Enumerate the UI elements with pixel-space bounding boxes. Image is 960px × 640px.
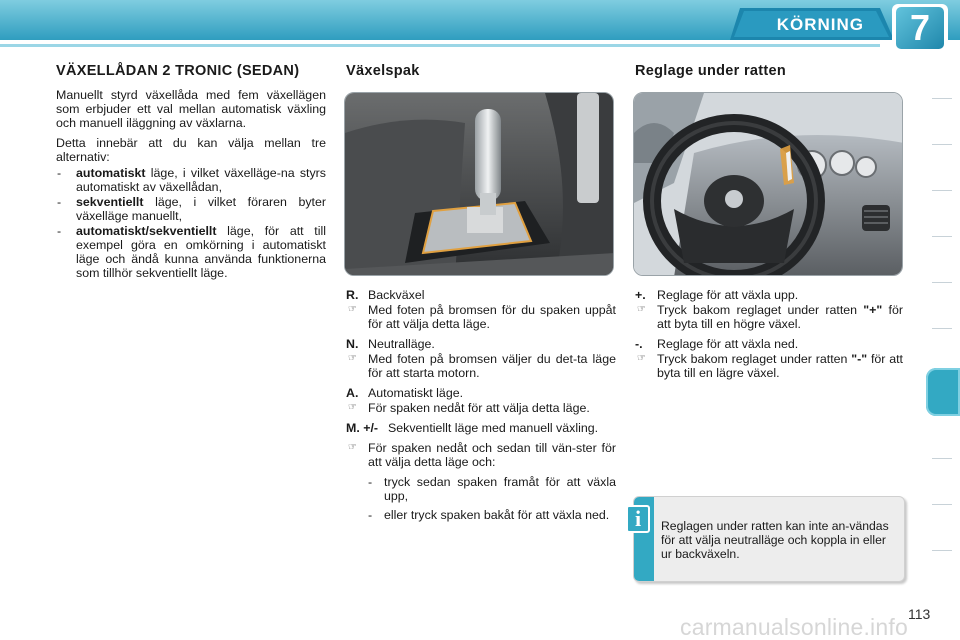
mode-name: sekventiellt bbox=[76, 195, 144, 209]
legend-key: R. bbox=[346, 288, 359, 302]
dash-mark: - bbox=[57, 166, 62, 180]
dash-mark: - bbox=[57, 195, 62, 209]
info-icon: i bbox=[626, 505, 650, 533]
steering-wheel-photo bbox=[633, 92, 903, 276]
legend-hint-minus bbox=[633, 352, 903, 380]
watermark: carmanualsonline.info bbox=[680, 614, 908, 640]
legend-text: Automatiskt läge. bbox=[368, 386, 464, 400]
intro-paragraph-2: Detta innebär att du kan välja mellan tre alternativ: bbox=[56, 136, 326, 164]
info-note-text: Reglagen under ratten kan inte an-vändas för att välja neutralläge och koppla in eller ur backväxeln. bbox=[661, 519, 889, 561]
mode-description bbox=[76, 195, 326, 223]
legend-row-r bbox=[344, 288, 616, 302]
sub-step-text: tryck sedan spaken framåt för att växla upp, bbox=[384, 475, 616, 503]
section-title-gear-lever: Växelspak bbox=[346, 63, 420, 79]
legend-hint-n bbox=[344, 352, 616, 380]
hand-pointer-icon: ☞ bbox=[637, 304, 646, 315]
tab-divider bbox=[932, 236, 952, 237]
dash-mark: - bbox=[368, 475, 373, 489]
legend-text: Backväxel bbox=[368, 288, 425, 302]
tab-active-chapter[interactable] bbox=[926, 368, 960, 416]
steering-controls-legend bbox=[633, 288, 903, 380]
legend-row-minus bbox=[633, 337, 903, 351]
sub-step-text: eller tryck spaken bakåt för att växla ned. bbox=[384, 508, 610, 522]
legend-key: A. bbox=[346, 386, 359, 400]
legend-hint-text: För spaken nedåt och sedan till vän-ster för att välja detta läge och: bbox=[368, 441, 616, 469]
tab-divider bbox=[932, 282, 952, 283]
legend-key: M. +/- bbox=[346, 421, 379, 435]
legend-hint-r bbox=[344, 303, 616, 331]
legend-hint-text bbox=[657, 303, 903, 331]
hand-pointer-icon: ☞ bbox=[348, 304, 357, 315]
legend-hint-text: Med foten på bromsen för du spaken uppåt för att välja detta läge. bbox=[368, 303, 616, 331]
gear-lever-illustration bbox=[345, 93, 614, 276]
legend-hint-text bbox=[657, 352, 903, 380]
legend-row-m bbox=[344, 421, 616, 435]
legend-text: Reglage för att växla upp. bbox=[657, 288, 799, 302]
chapter-title: KÖRNING bbox=[776, 15, 864, 34]
tab-divider bbox=[932, 190, 952, 191]
column-steering-controls bbox=[633, 62, 903, 381]
legend-hint-text: Med foten på bromsen väljer du det-ta läge för att starta motorn. bbox=[368, 352, 616, 380]
legend-hint-text: För spaken nedåt för att välja detta läge. bbox=[368, 401, 590, 415]
hand-pointer-icon: ☞ bbox=[637, 353, 646, 364]
tab-divider bbox=[932, 98, 952, 99]
legend-hint-a bbox=[344, 401, 616, 415]
legend-hint-m bbox=[344, 441, 616, 469]
legend-key: +. bbox=[635, 288, 646, 302]
mode-description bbox=[76, 166, 326, 194]
info-note-box bbox=[633, 496, 905, 582]
legend-row-a bbox=[344, 386, 616, 400]
legend-text: Neutralläge. bbox=[368, 337, 435, 351]
hint-control-label: "-" bbox=[851, 352, 868, 366]
hand-pointer-icon: ☞ bbox=[348, 402, 357, 413]
section-title-steering-controls: Reglage under ratten bbox=[635, 63, 787, 79]
column-gear-lever bbox=[344, 62, 616, 522]
dash-mark: - bbox=[57, 224, 62, 238]
legend-row-n bbox=[344, 337, 616, 351]
mode-item-automatic bbox=[54, 166, 326, 194]
hint-text-part: för att byta till en lägre växel. bbox=[657, 352, 903, 380]
mode-description bbox=[76, 224, 326, 280]
mode-text: läge, för att till exempel göra en omkörning i automatiskt läge och ändå kunna använda funktionerna som tillhör sekventiellt läge. bbox=[76, 224, 326, 280]
tab-divider bbox=[932, 504, 952, 505]
column-gearbox-intro bbox=[54, 62, 326, 281]
gear-lever-photo bbox=[344, 92, 614, 276]
mode-name: automatiskt/sekventiellt bbox=[76, 224, 217, 238]
mode-item-sequential bbox=[54, 195, 326, 223]
chapter-number: 7 bbox=[909, 7, 931, 48]
dash-mark: - bbox=[368, 508, 373, 522]
sub-step-upshift bbox=[368, 475, 616, 503]
legend-text: Reglage för att växla ned. bbox=[657, 337, 799, 351]
legend-key: -. bbox=[635, 337, 643, 351]
hint-text-part: Tryck bakom reglaget under ratten bbox=[657, 352, 852, 366]
gear-lever-legend bbox=[344, 288, 616, 522]
legend-hint-plus bbox=[633, 303, 903, 331]
legend-key: N. bbox=[346, 337, 359, 351]
mode-item-combined bbox=[54, 224, 326, 280]
hint-text-part: Tryck bakom reglaget under ratten bbox=[657, 303, 864, 317]
mode-text: läge, i vilket växelläge-na styrs automatiskt av växellådan, bbox=[76, 166, 326, 194]
tab-divider bbox=[932, 550, 952, 551]
tab-divider bbox=[932, 328, 952, 329]
chapter-tabs bbox=[926, 66, 960, 576]
legend-row-plus bbox=[633, 288, 903, 302]
mode-name: automatiskt bbox=[76, 166, 146, 180]
page-number: 113 bbox=[908, 606, 931, 622]
section-title-gearbox: VÄXELLÅDAN 2 TRONIC (SEDAN) bbox=[56, 63, 300, 79]
tab-divider bbox=[932, 458, 952, 459]
chapter-header bbox=[0, 0, 960, 52]
legend-text: Sekventiellt läge med manuell växling. bbox=[388, 421, 599, 435]
intro-paragraph: Manuellt styrd växellåda med fem växellägen som erbjuder ett val mellan automatisk växling och manuell iläggning av växlarna. bbox=[56, 88, 326, 130]
hint-text-part: för att byta till en högre växel. bbox=[657, 303, 903, 331]
tab-divider bbox=[932, 144, 952, 145]
hand-pointer-icon: ☞ bbox=[348, 353, 357, 364]
mode-text: läge, i vilket föraren byter växelläge manuellt, bbox=[76, 195, 326, 223]
steering-wheel-illustration bbox=[634, 93, 903, 276]
hand-pointer-icon: ☞ bbox=[348, 442, 357, 453]
hint-control-label: "+" bbox=[863, 303, 883, 317]
sub-step-downshift bbox=[368, 508, 616, 522]
